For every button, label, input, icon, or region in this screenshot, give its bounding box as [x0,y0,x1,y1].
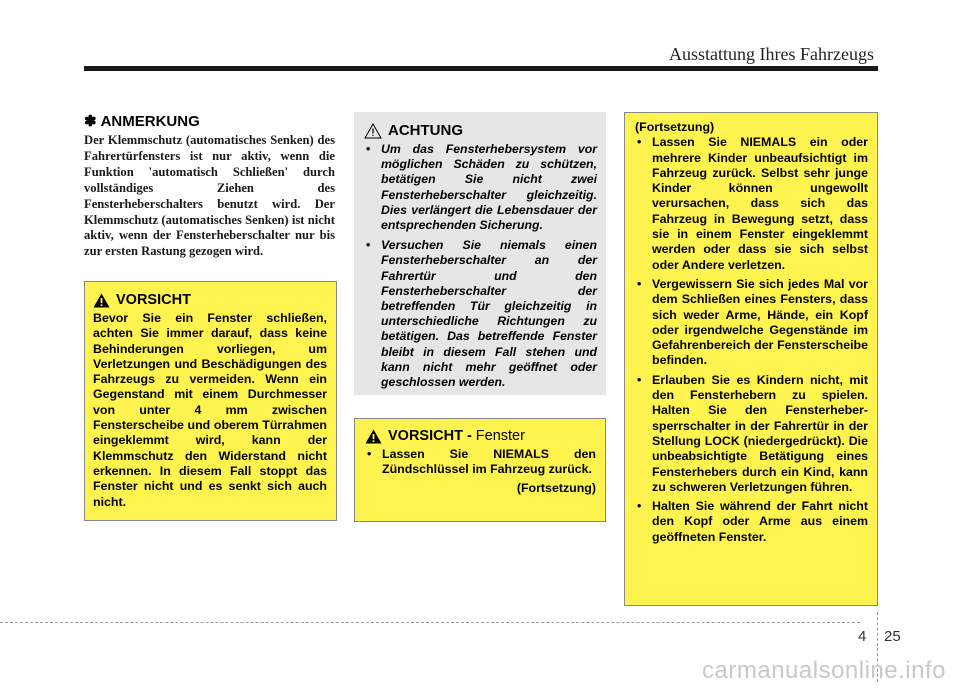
section-title: Ausstattung Ihres Fahrzeugs [669,44,874,64]
vorsicht-title: VORSICHT [116,292,191,308]
achtung-item: • Versuchen Sie niemals einen Fensterheberschalter an der Fahrertür und den Fensterheberschalter der betreffenden Tür gleichzeitig in unterschiedliche Richtungen zu betätigen. Das betreffende Fenster bleibt in diesem Fall stehen und kann nicht mehr geöffnet oder geschlossen werden. [364,238,597,390]
continuation-item: • Vergewissern Sie sich jedes Mal vor dem Schließen eines Fensters, dass sich weder Arme, Hände, ein Kopf oder irgendwelche Gegenstände im Gefahrenbereich der Fensterscheibe befinden. [635,277,868,369]
note-star-icon: ✽ [84,113,97,130]
vorsicht-fenster-title: VORSICHT - [388,428,472,444]
vorsicht-fenster-box [354,418,606,522]
achtung-heading [364,122,597,139]
continuation-list [635,135,868,545]
footer-rule [0,622,860,623]
achtung-item: • Um das Fensterhebersystem vor möglichen Schäden zu schützen, betätigen Sie nicht zwei Fensterheberschalter gleichzeitig. Dies verlängert die Lebensdauer der entsprechenden Sicherung. [364,142,597,233]
vorsicht-fenster-heading [365,428,596,444]
continuation-item: • Erlauben Sie es Kindern nicht, mit den Fensterhebern zu spielen. Halten Sie den Fensterheber-sperrschalter in der Fahrertür in der Stellung LOCK (niedergedrückt). Die unbeabsichtigte Betätigung eines Fensterhebers durch ein Kind, kann zu schweren Verletzungen führen. [635,373,868,495]
warning-triangle-icon [365,429,382,444]
vorsicht-body: Bevor Sie ein Fenster schließen, achten Sie immer darauf, dass keine Behinderungen vorliegen, um Verletzungen und Beschädigungen des Fahrzeugs zu vermeiden. Wenn ein Gegenstand mit einem Durchmesser von unter 4 mm zwischen Fensterscheibe und oberem Türrahmen eingeklemmt wird, kann der Klemmschutz den Widerstand nicht erkennen. In diesem Fall stoppt das Fenster nicht und es senkt sich auch nicht. [93,311,327,509]
achtung-list [364,142,597,390]
note-heading [84,112,335,130]
vorsicht-fenster-subtitle: Fenster [475,428,525,444]
watermark: carmanualsonline.info [702,657,946,684]
continuation-box [624,112,878,606]
header-rule [84,66,878,71]
warning-triangle-icon [93,293,110,308]
continuation-heading: (Fortsetzung) [635,120,715,134]
continuation-item: • Lassen Sie NIEMALS ein oder mehrere Kinder unbeaufsichtigt im Fahrzeug zurück. Selbst sehr junge Kinder können ungewollt verursachen, dass sich das Fahrzeug in Bewegung setzt, dass sie in einem Fenster eingeklemmt werden oder dass sie sich selbst oder Andere verletzen. [635,135,868,273]
continuation-item: • Halten Sie während der Fahrt nicht den Kopf oder Arme aus einem geöffneten Fenster. [635,499,868,545]
vorsicht-fenster-list [365,447,596,478]
achtung-title: ACHTUNG [388,122,463,139]
caution-outline-icon [364,123,382,139]
note-body: Der Klemmschutz (automatisches Senken) des Fahrertürfensters ist nur aktiv, wenn die Funktion 'automatisch Schließen' durch vollständiges Ziehen des Fensterheberschalters benutzt wird. Der Klemmschutz (automatisches Senken) ist nicht aktiv, wenn der Fensterheberschalter nur bis zur ersten Rastung gezogen wird. [84,133,335,259]
chapter-number: 4 [858,628,867,645]
achtung-box [354,112,606,395]
vorsicht-box [84,281,337,521]
note-title: ANMERKUNG [100,113,200,130]
vorsicht-fenster-item: • Lassen Sie NIEMALS den Zündschlüssel im Fahrzeug zurück. [365,447,596,478]
page-number: 25 [884,628,901,645]
vorsicht-heading [93,292,327,308]
continued-label: (Fortsetzung) [516,480,596,495]
note-section [84,112,335,260]
